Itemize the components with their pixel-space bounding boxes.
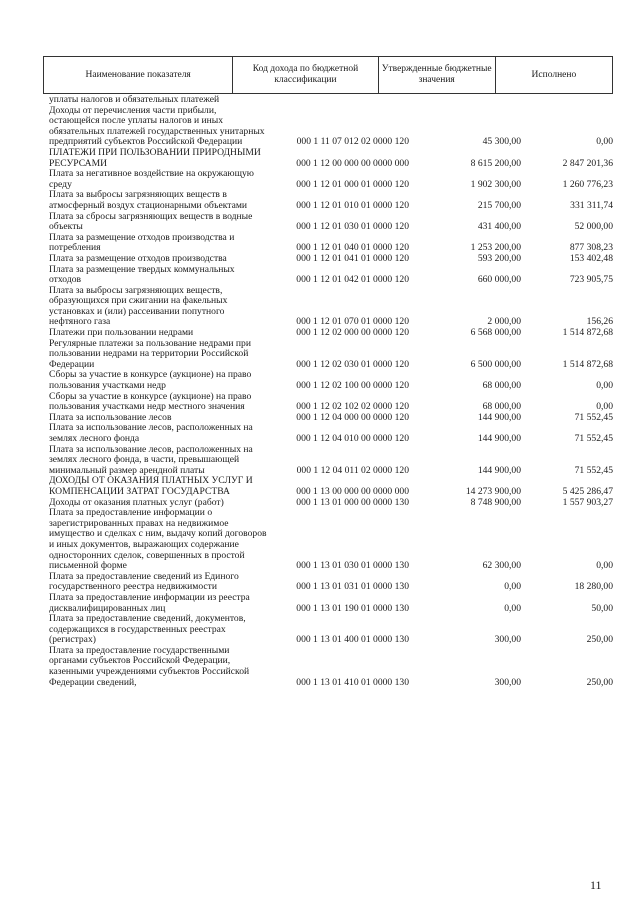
row-done: 1 557 903,27	[562, 496, 613, 508]
row-code: 000 1 12 04 011 02 0000 120	[296, 464, 409, 476]
table-row	[43, 190, 613, 211]
row-code: 000 1 12 02 030 01 0000 120	[296, 358, 409, 370]
table-row	[43, 572, 613, 593]
header-name: Наименование показателя	[44, 57, 233, 94]
page-number: 11	[590, 878, 602, 892]
row-name: Плата за размещение отходов производства и потребления	[49, 231, 235, 254]
row-approved: 6 568 000,00	[470, 327, 521, 339]
row-code: 000 1 13 01 030 01 0000 130	[296, 560, 409, 572]
row-code: 000 1 12 01 010 01 0000 120	[296, 199, 409, 211]
row-name: Плата за размещение твердых коммунальных отходов	[49, 263, 235, 286]
row-done: 250,00	[586, 634, 613, 646]
row-done: 0,00	[596, 560, 613, 572]
row-name: Плата за предоставление государственными органами субъектов Российской Федерации, казенными учреждениями субъектов Российской Федерации сведений,	[49, 644, 250, 688]
row-approved: 0,00	[504, 602, 521, 614]
table-row	[43, 508, 613, 572]
row-code: 000 1 12 01 000 01 0000 120	[296, 178, 409, 190]
row-done: 50,00	[591, 602, 613, 614]
row-name: Плата за сбросы загрязняющих веществ в водные объекты	[49, 210, 253, 233]
row-code: 000 1 12 00 000 00 0000 000	[296, 157, 409, 169]
row-code: 000 1 12 04 000 00 0000 120	[296, 411, 409, 423]
row-done: 5 425 286,47	[562, 485, 613, 497]
row-approved: 144 900,00	[477, 464, 521, 476]
row-name: Плата за предоставление информации о зарегистрированных правах на недвижимое имущество и сделках с ним, выдачу копий договоров и иных документов, выражающих содержание односторонних сделок, совершенных в простой письменной форме	[49, 507, 267, 572]
row-approved: 8 615 200,00	[470, 157, 521, 169]
row-done: 156,26	[586, 316, 613, 328]
row-name: ДОХОДЫ ОТ ОКАЗАНИЯ ПЛАТНЫХ УСЛУГ И КОМПЕНСАЦИИ ЗАТРАТ ГОСУДАРСТВА	[49, 475, 253, 497]
row-name: Сборы за участие в конкурсе (аукционе) на право пользования участками недр	[49, 369, 252, 392]
row-approved: 593 200,00	[477, 252, 521, 264]
row-done: 71 552,45	[574, 464, 613, 476]
row-name: Плата за выбросы загрязняющих веществ в атмосферный воздух стационарными объектами	[49, 189, 248, 211]
row-approved: 8 748 900,00	[470, 496, 521, 508]
table-row	[43, 286, 613, 328]
row-done: 0,00	[596, 401, 613, 413]
row-approved: 1 253 200,00	[470, 242, 521, 254]
row-approved: 431 400,00	[477, 221, 521, 233]
row-approved: 0,00	[504, 581, 521, 593]
row-name: уплаты налогов и обязательных платежей Доходы от перечисления части прибыли, остающейся после уплаты налогов и иных обязательных платежей государственных унитарных предприятий субъектов Российской Федерации	[49, 94, 265, 148]
row-approved: 14 273 900,00	[465, 485, 521, 497]
row-code: 000 1 13 01 410 01 0000 130	[296, 676, 409, 688]
row-done: 2 847 201,36	[562, 157, 613, 169]
row-code: 000 1 13 01 000 00 0000 130	[296, 496, 409, 508]
table-row	[43, 265, 613, 286]
row-done: 71 552,45	[574, 433, 613, 444]
header-code: Код дохода по бюджетной классификации	[233, 57, 378, 94]
row-approved: 68 000,00	[482, 401, 521, 413]
row-approved: 300,00	[494, 676, 521, 688]
table-row	[43, 370, 613, 391]
row-approved: 660 000,00	[477, 274, 521, 286]
table-row	[43, 445, 613, 477]
row-done: 723 905,75	[569, 274, 613, 286]
row-approved: 2 000,00	[487, 316, 521, 328]
table-header	[43, 56, 613, 94]
row-code: 000 1 12 01 040 01 0000 120	[296, 242, 409, 254]
row-code: 000 1 12 02 100 00 0000 120	[296, 380, 409, 392]
row-done: 0,00	[596, 136, 613, 148]
row-approved: 1 902 300,00	[470, 178, 521, 190]
row-code: 000 1 13 01 190 01 0000 130	[296, 602, 409, 614]
row-code: 000 1 13 00 000 00 0000 000	[296, 485, 409, 497]
row-code: 000 1 12 01 041 01 0000 120	[296, 252, 409, 264]
row-name: Регулярные платежи за пользование недрами при пользовании недрами на территории Российской Федерации	[49, 337, 251, 370]
row-done: 1 514 872,68	[562, 327, 613, 339]
row-name: Плата за предоставление сведений, документов, содержащихся в государственных реестрах (регистрах)	[49, 613, 246, 646]
row-approved: 6 500 000,00	[470, 358, 521, 370]
row-name: Доходы от оказания платных услуг (работ)	[49, 496, 224, 508]
header-approved: Утвержденные бюджетные значения	[378, 57, 495, 94]
table-row	[43, 212, 613, 233]
table-row	[43, 476, 613, 497]
row-done: 52 000,00	[574, 221, 613, 233]
table-row	[43, 646, 613, 688]
header-done: Исполнено	[495, 57, 612, 94]
row-code: 000 1 12 01 070 01 0000 120	[296, 316, 409, 328]
table-row	[43, 593, 613, 614]
row-code: 000 1 13 01 031 01 0000 130	[296, 581, 409, 593]
row-name: Плата за размещение отходов производства	[49, 252, 227, 264]
row-approved: 144 900,00	[477, 411, 521, 423]
table-body	[43, 95, 613, 688]
row-code: 000 1 13 01 400 01 0000 130	[296, 634, 409, 646]
row-approved: 300,00	[494, 634, 521, 646]
row-code: 000 1 12 02 000 00 0000 120	[296, 327, 409, 339]
row-name: ПЛАТЕЖИ ПРИ ПОЛЬЗОВАНИИ ПРИРОДНЫМИ РЕСУРСАМИ	[49, 146, 261, 169]
table-row	[43, 148, 613, 169]
table-row	[43, 339, 613, 371]
row-name: Плата за использование лесов	[49, 411, 172, 423]
row-code: 000 1 12 01 030 01 0000 120	[296, 221, 409, 233]
row-done: 877 308,23	[569, 242, 613, 254]
row-done: 1 514 872,68	[562, 358, 613, 370]
row-approved: 62 300,00	[482, 560, 521, 572]
row-name: Плата за негативное воздействие на окружающую среду	[49, 168, 254, 190]
row-approved: 215 700,00	[477, 199, 521, 211]
row-done: 71 552,45	[574, 411, 613, 423]
row-name: Плата за выбросы загрязняющих веществ, образующихся при сжигании на факельных установках и (или) рассеивании попутного нефтяного газа	[49, 284, 228, 328]
row-approved: 68 000,00	[482, 380, 521, 392]
row-done: 331 311,74	[570, 199, 613, 211]
row-done: 0,00	[596, 380, 613, 392]
row-code: 000 1 12 02 102 02 0000 120	[296, 401, 409, 413]
row-code: 000 1 11 07 012 02 0000 120	[296, 136, 409, 148]
row-code: 000 1 12 01 042 01 0000 120	[296, 274, 409, 286]
row-done: 18 280,00	[574, 581, 613, 593]
row-name: Плата за использование лесов, расположенных на землях лесного фонда	[49, 422, 253, 444]
table-row	[43, 392, 613, 413]
row-done: 1 260 776,23	[562, 178, 613, 190]
table-row	[43, 95, 613, 148]
row-approved: 45 300,00	[482, 136, 521, 148]
row-name: Плата за использование лесов, расположенных на землях лесного фонда, в части, превышающей минимальный размер арендной платы	[49, 443, 253, 476]
table-row	[43, 233, 613, 254]
row-done: 153 402,48	[569, 252, 613, 264]
row-name: Плата за предоставление информации из реестра дисквалифицированных лиц	[49, 591, 250, 614]
table-row	[43, 169, 613, 190]
row-name: Сборы за участие в конкурсе (аукционе) на право пользования участками недр местного значения	[49, 390, 252, 413]
row-done: 250,00	[586, 676, 613, 688]
table-row	[43, 254, 613, 265]
row-code: 000 1 12 04 010 00 0000 120	[296, 433, 409, 444]
table-row	[43, 423, 613, 444]
row-name: Плата за предоставление сведений из Единого государственного реестра недвижимости	[49, 570, 239, 593]
row-name: Платежи при пользовании недрами	[49, 327, 194, 339]
table-row	[43, 614, 613, 646]
row-approved: 144 900,00	[477, 433, 521, 444]
